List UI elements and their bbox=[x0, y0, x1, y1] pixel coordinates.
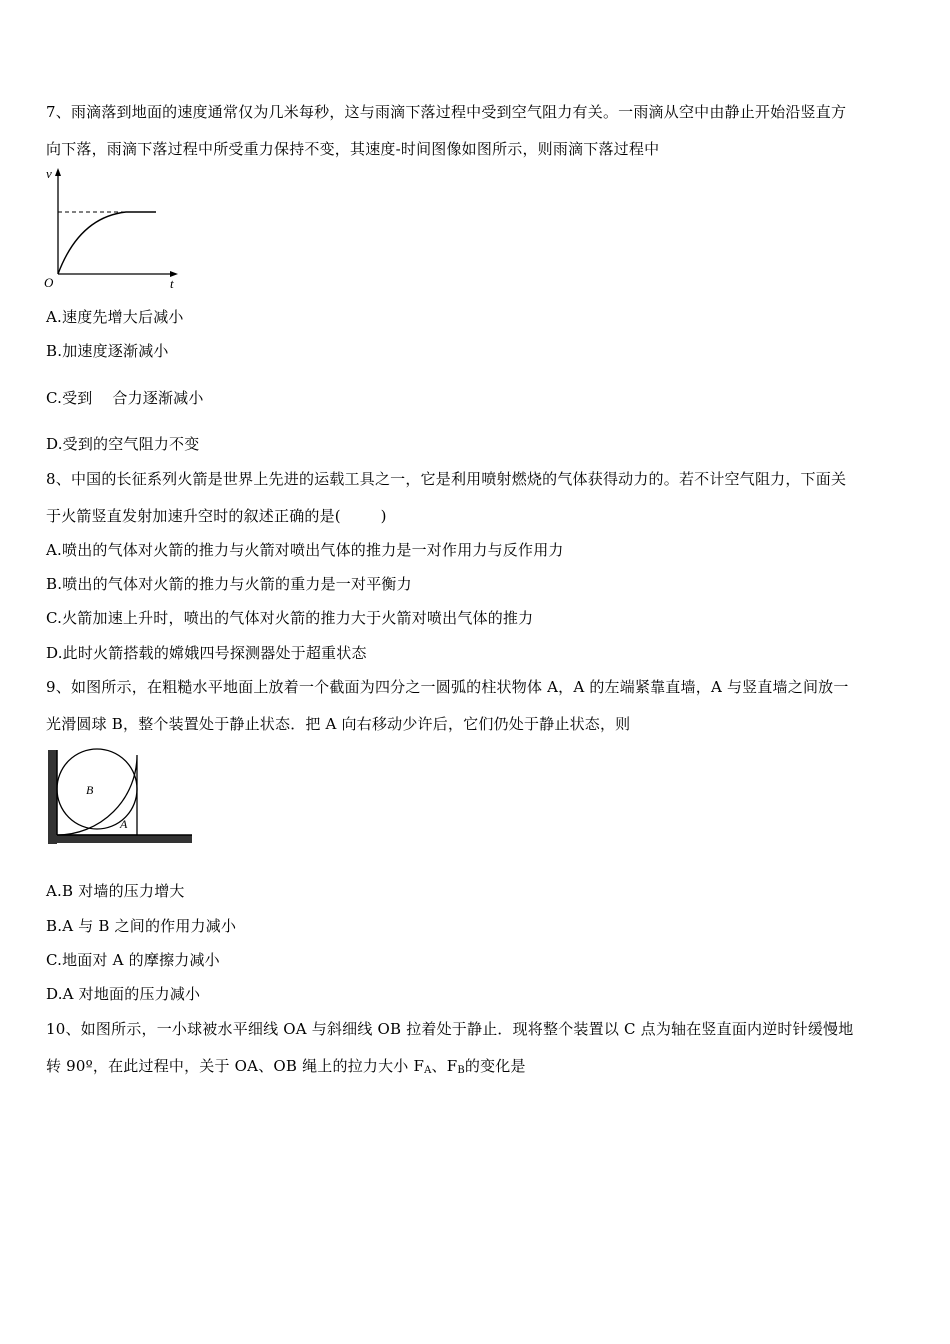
q8-option-a: A.喷出的气体对火箭的推力与火箭对喷出气体的推力是一对作用力与反作用力 bbox=[46, 541, 564, 559]
origin-label: O bbox=[44, 275, 54, 290]
v-axis-label: v bbox=[46, 166, 52, 181]
q9-option-b: B.A 与 B 之间的作用力减小 bbox=[46, 917, 237, 935]
q8-option-b: B.喷出的气体对火箭的推力与火箭的重力是一对平衡力 bbox=[46, 575, 412, 593]
q10-text-post: 的变化是 bbox=[464, 1057, 526, 1075]
q8-option-d: D.此时火箭搭载的嫦娥四号探测器处于超重状态 bbox=[46, 644, 367, 662]
q7-stem-line2: 向下落，雨滴下落过程中所受重力保持不变，其速度-时间图像如图所示，则雨滴下落过程中 bbox=[46, 140, 660, 158]
subscript-b: B bbox=[457, 1065, 465, 1076]
ball-label: B bbox=[86, 783, 94, 797]
q9-option-c: C.地面对 A 的摩擦力减小 bbox=[46, 951, 220, 969]
v-axis-arrow bbox=[55, 168, 61, 176]
q8-stem-line2: 于火箭竖直发射加速升空时的叙述正确的是( ) bbox=[46, 507, 387, 525]
q9-wall-ball-figure bbox=[44, 744, 196, 848]
q10-stem-line2 bbox=[46, 1056, 526, 1081]
velocity-curve bbox=[58, 212, 156, 274]
q9-option-d: D.A 对地面的压力减小 bbox=[46, 985, 201, 1003]
q10-separator: 、F bbox=[431, 1057, 458, 1075]
subscript-a: A bbox=[424, 1065, 432, 1076]
q7-option-d: D.受到的空气阻力不变 bbox=[46, 435, 200, 453]
q9-stem-line2: 光滑圆球 B，整个装置处于静止状态．把 A 向右移动少许后，它们仍处于静止状态，则 bbox=[46, 715, 631, 733]
q9-stem-line1: 9、如图所示，在粗糙水平地面上放着一个截面为四分之一圆弧的柱状物体 A，A 的左端紧靠直墙，A 与竖直墙之间放一 bbox=[46, 678, 849, 696]
q7-option-a: A.速度先增大后减小 bbox=[46, 308, 184, 326]
q7-stem-line1: 7、雨滴落到地面的速度通常仅为几米每秒，这与雨滴下落过程中受到空气阻力有关。一雨滴从空中由静止开始沿竖直方 bbox=[46, 103, 847, 121]
wall-hatching bbox=[48, 750, 57, 844]
t-axis-label: t bbox=[170, 276, 174, 291]
q7-option-b: B.加速度逐渐减小 bbox=[46, 342, 169, 360]
q7-option-c: C.受到 合力逐渐减小 bbox=[46, 389, 204, 407]
q8-stem-line1: 8、中国的长征系列火箭是世界上先进的运载工具之一，它是利用喷射燃烧的气体获得动力的。若不计空气阻力，下面关 bbox=[46, 470, 847, 488]
ground-hatching bbox=[48, 835, 192, 843]
q10-stem-line1: 10、如图所示，一小球被水平细线 OA 与斜细线 OB 拉着处于静止．现将整个装置以 C 点为轴在竖直面内逆时针缓慢地 bbox=[46, 1020, 854, 1038]
q9-option-a: A.B 对墙的压力增大 bbox=[46, 882, 185, 900]
q7-velocity-time-graph bbox=[38, 164, 188, 292]
block-label: A bbox=[120, 817, 128, 831]
q10-text-pre: 转 90º，在此过程中，关于 OA、OB 绳上的拉力大小 F bbox=[46, 1057, 425, 1075]
q8-option-c: C.火箭加速上升时，喷出的气体对火箭的推力大于火箭对喷出气体的推力 bbox=[46, 609, 534, 627]
